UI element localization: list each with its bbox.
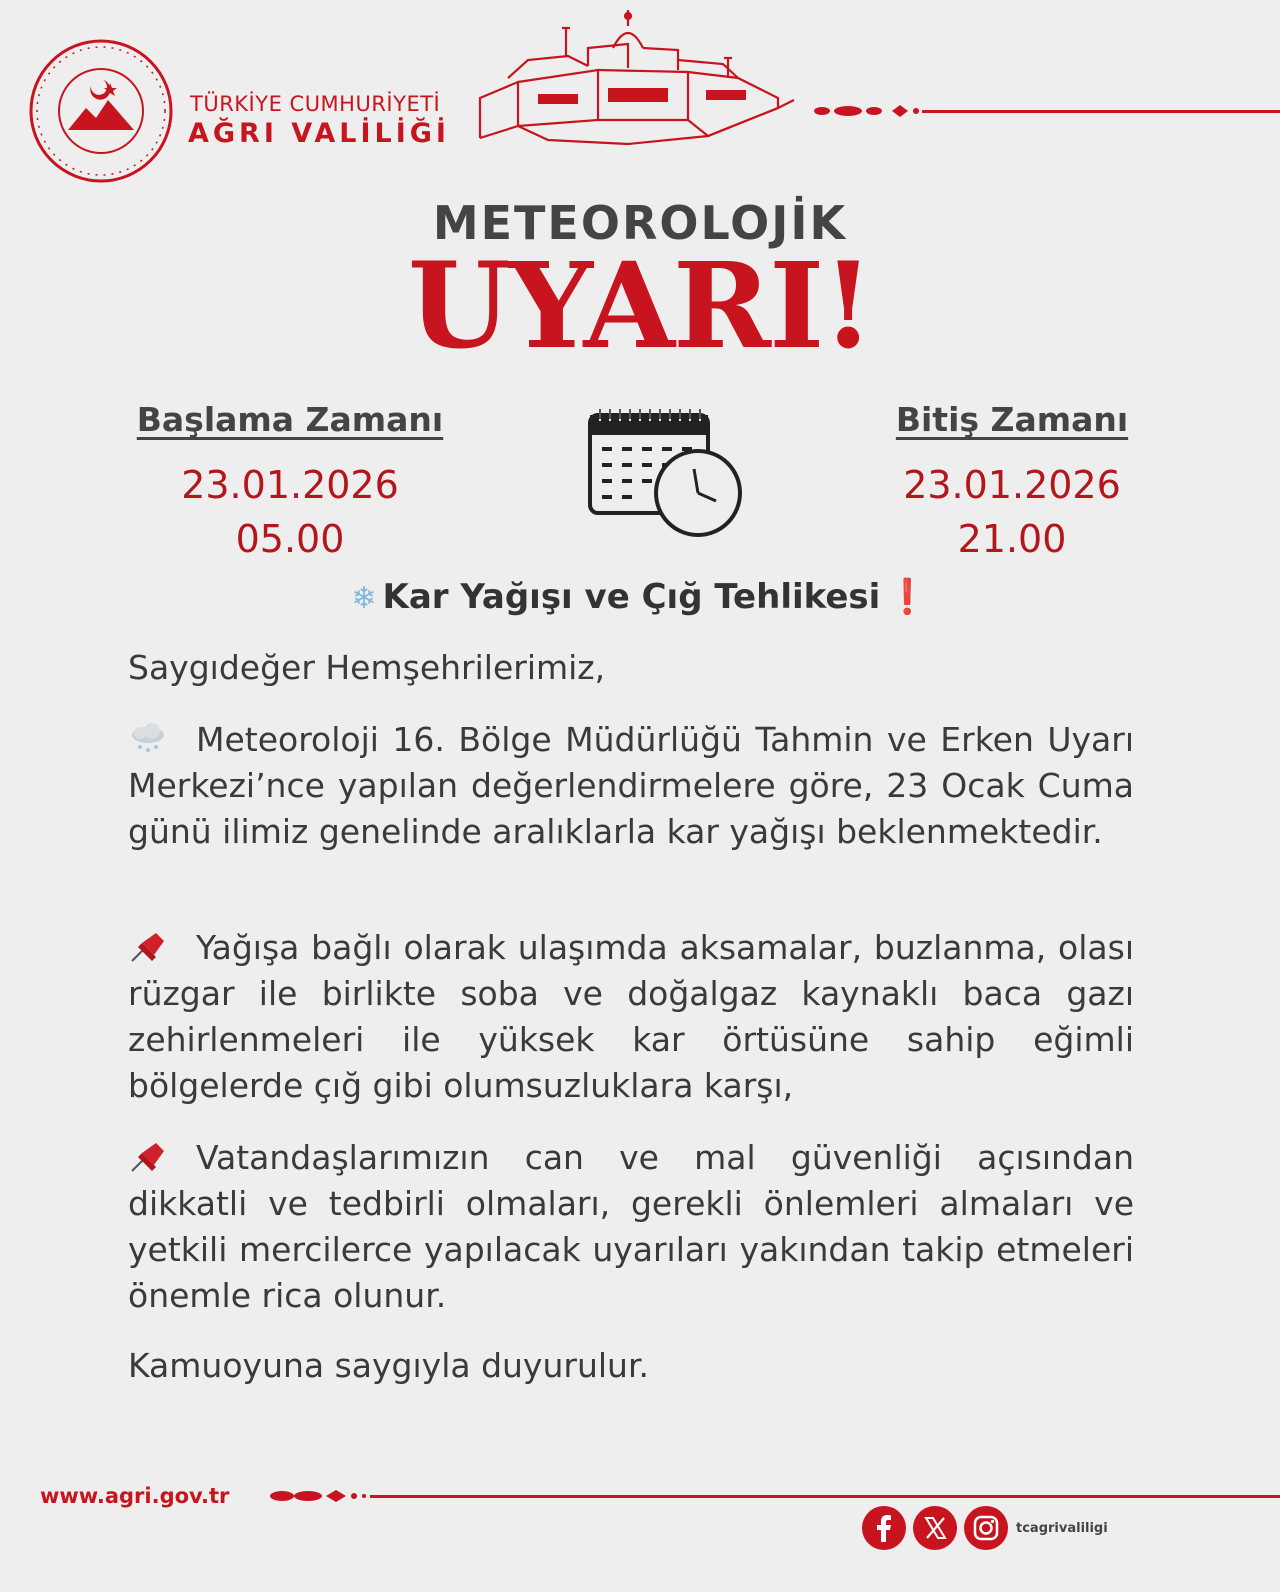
hazard-subtitle bbox=[0, 577, 1280, 617]
x-icon[interactable] bbox=[913, 1506, 957, 1550]
paragraph-risks-text: Yağışa bağlı olarak ulaşımda aksamalar, buzlanma, olası rüzgar ile birlikte soba ve doğalgaz kaynaklı baca gazı zehirlenmeleri ile yüksek kar örtüsüne sahip eğimli bölgelerde çığ gibi olumsuzluklara karşı, bbox=[128, 928, 1134, 1105]
start-hour: 05.00 bbox=[235, 517, 345, 561]
paragraph-forecast-text: Meteoroloji 16. Bölge Müdürlüğü Tahmin ve Erken Uyarı Merkezi’nce yapılan değerlendirmelere göre, 23 Ocak Cuma günü ilimiz genelinde aralıklarla kar yağışı beklenmektedir. bbox=[128, 720, 1134, 851]
title-meteorolojik: METEOROLOJİK bbox=[432, 196, 848, 250]
instagram-icon[interactable] bbox=[964, 1506, 1008, 1550]
calendar-clock-icon bbox=[588, 405, 748, 545]
header-divider-ornament bbox=[812, 96, 1280, 126]
social-handle: tcagrivaliligi bbox=[1016, 1521, 1108, 1536]
org-name-main: AĞRI VALİLİĞİ bbox=[188, 118, 450, 149]
snow-cloud-icon bbox=[128, 723, 168, 755]
exclamation-icon: ❗ bbox=[886, 577, 929, 617]
footer-divider-ornament bbox=[266, 1483, 1280, 1509]
pushpin-icon bbox=[128, 931, 168, 963]
greeting-text: Saygıdeğer Hemşehrilerimiz, bbox=[128, 648, 606, 687]
valilik-seal-logo bbox=[28, 38, 174, 184]
end-time-label: Bitiş Zamanı bbox=[895, 400, 1129, 439]
end-date: 23.01.2026 bbox=[903, 463, 1121, 507]
end-time-block bbox=[832, 400, 1192, 561]
paragraph-request-text: Vatandaşlarımızın can ve mal güvenliği açısından dikkatli ve tedbirli olmaları, gerekli önlemleri almaları ve yetkili mercilerce yapılacak uyarıları yakından takip etmeleri önemle rica olunur. bbox=[128, 1138, 1134, 1315]
paragraph-risks bbox=[128, 925, 1134, 1109]
start-time-label: Başlama Zamanı bbox=[136, 400, 444, 439]
facebook-icon[interactable] bbox=[862, 1506, 906, 1550]
paragraph-forecast bbox=[128, 717, 1134, 855]
start-time-block bbox=[110, 400, 470, 561]
palace-illustration bbox=[478, 8, 796, 148]
snowflake-icon: ❄ bbox=[351, 581, 377, 616]
end-hour: 21.00 bbox=[957, 517, 1067, 561]
hazard-subtitle-text: Kar Yağışı ve Çığ Tehlikesi bbox=[382, 577, 881, 617]
title-uyari: UYARI! bbox=[407, 236, 873, 375]
pushpin-icon bbox=[128, 1141, 168, 1173]
start-date: 23.01.2026 bbox=[181, 463, 399, 507]
website-link[interactable]: www.agri.gov.tr bbox=[40, 1484, 230, 1508]
paragraph-request bbox=[128, 1135, 1134, 1319]
closing-text: Kamuoyuna saygıyla duyurulur. bbox=[128, 1346, 649, 1385]
org-name-top: TÜRKİYE CUMHURİYETİ bbox=[190, 92, 441, 116]
